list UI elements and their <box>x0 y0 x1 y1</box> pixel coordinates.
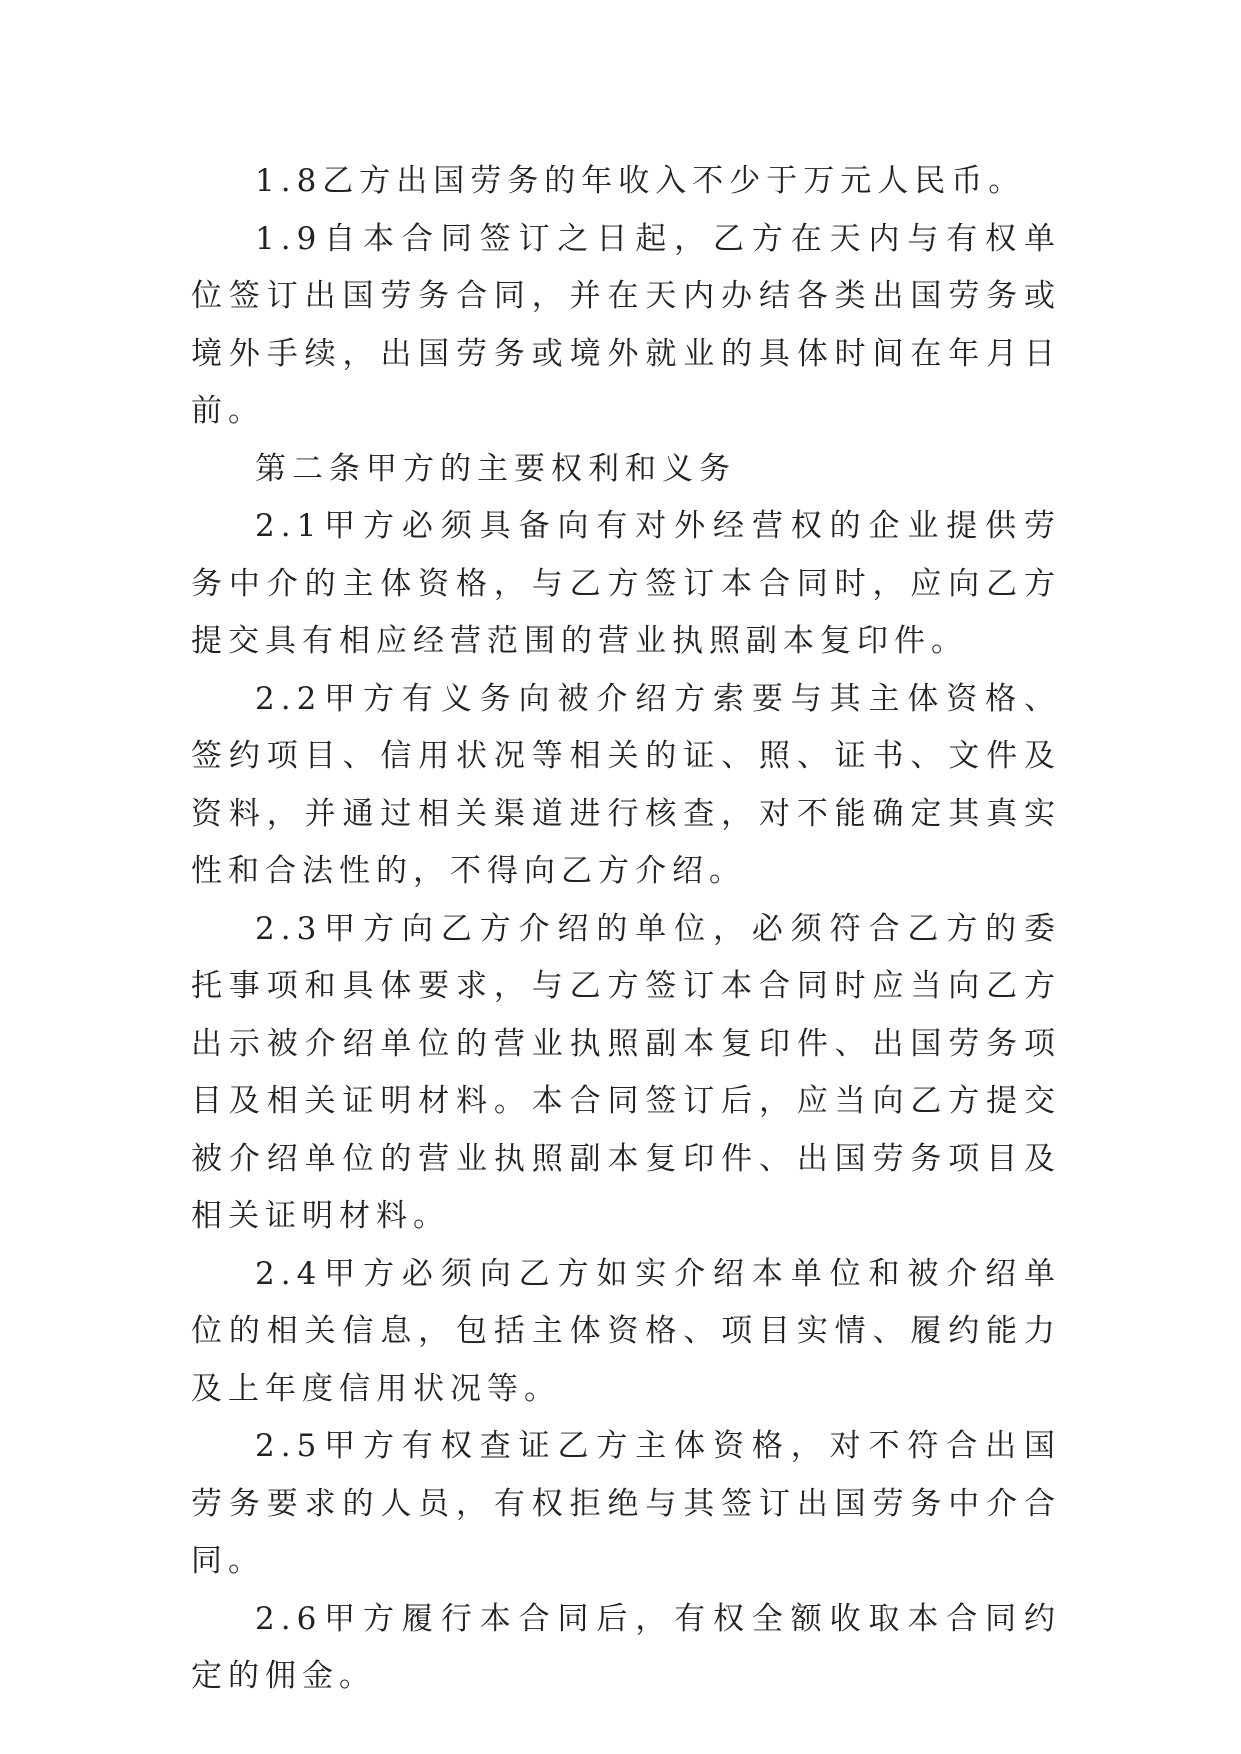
paragraph-2-5: 2.5甲方有权查证乙方主体资格，对不符合出国劳务要求的人员，有权拒绝与其签订出国劳务中介合同。 <box>191 1428 1061 1579</box>
paragraph-2-2: 2.2甲方有义务向被介绍方索要与其主体资格、签约项目、信用状况等相关的证、照、证书、文件及资料，并通过相关渠道进行核查，对不能确定其真实性和合法性的，不得向乙方介绍。 <box>191 680 1061 889</box>
paragraph-2-1: 2.1甲方必须具备向有对外经营权的企业提供劳务中介的主体资格，与乙方签订本合同时，应向乙方提交具有相应经营范围的营业执照副本复印件。 <box>191 508 1061 659</box>
section-heading-article-2: 第二条甲方的主要权利和义务 <box>255 450 736 487</box>
paragraph-1-9: 1.9自本合同签订之日起，乙方在天内与有权单位签订出国劳务合同，并在天内办结各类出国劳务或境外手续，出国劳务或境外就业的具体时间在年月日前。 <box>191 220 1061 429</box>
document-body <box>191 153 1061 1706</box>
paragraph-2-3: 2.3甲方向乙方介绍的单位，必须符合乙方的委托事项和具体要求，与乙方签订本合同时应当向乙方出示被介绍单位的营业执照副本复印件、出国劳务项目及相关证明材料。本合同签订后，应当向乙方提交被介绍单位的营业执照副本复印件、出国劳务项目及相关证明材料。 <box>191 910 1061 1234</box>
paragraph-2-4: 2.4甲方必须向乙方如实介绍本单位和被介绍单位的相关信息，包括主体资格、项目实情、履约能力及上年度信用状况等。 <box>191 1255 1061 1407</box>
paragraph-1-8: 1.8乙方出国劳务的年收入不少于万元人民币。 <box>255 163 1026 199</box>
paragraph-2-6: 2.6甲方履行本合同后，有权全额收取本合同约定的佣金。 <box>191 1600 1061 1694</box>
